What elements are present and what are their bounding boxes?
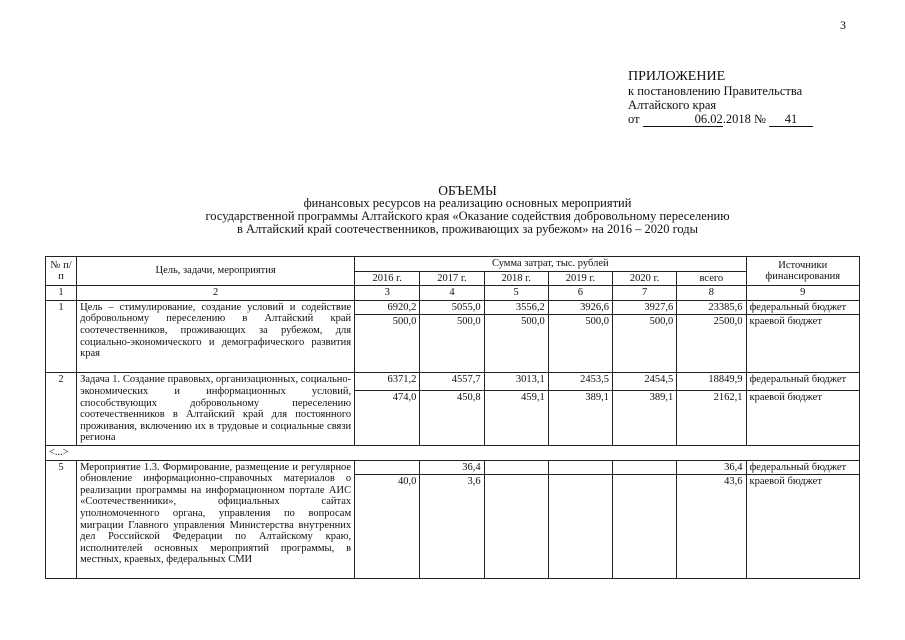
value-cell: 500,0 [613, 315, 677, 373]
total-cell: 23385,6 [677, 300, 746, 315]
value-cell: 389,1 [613, 390, 677, 445]
value-cell: 500,0 [484, 315, 548, 373]
table-header-row [46, 257, 860, 272]
table-row [46, 300, 860, 315]
value-cell: 3013,1 [484, 373, 548, 391]
column-number: 1 [46, 286, 77, 301]
column-number: 9 [746, 286, 860, 301]
page-number: 3 [840, 18, 846, 32]
appendix-line-2: Алтайского края [628, 98, 717, 112]
value-cell [613, 475, 677, 579]
value-cell: 459,1 [484, 390, 548, 445]
value-cell: 474,0 [355, 390, 420, 445]
title-line-2: государственной программы Алтайского края «Оказание содействия добровольному переселению [205, 209, 730, 223]
title-line-3: в Алтайский край соотечественников, проживающих за рубежом» на 2016 – 2020 годы [236, 222, 699, 236]
header-sum: Сумма затрат, тыс. рублей [355, 257, 746, 272]
title-line-1: финансовых ресурсов на реализацию основных мероприятий [303, 196, 632, 210]
ellipsis-cell: <...> [46, 445, 860, 460]
column-number-row [46, 286, 860, 301]
value-cell [484, 460, 548, 475]
appendix-date-line [628, 112, 813, 127]
row-number: 1 [46, 300, 77, 373]
table-row [46, 373, 860, 391]
total-cell: 2162,1 [677, 390, 746, 445]
value-cell: 6371,2 [355, 373, 420, 391]
value-cell: 3,6 [420, 475, 484, 579]
column-number: 6 [548, 286, 612, 301]
value-cell: 3926,6 [548, 300, 612, 315]
value-cell: 500,0 [355, 315, 420, 373]
value-cell [355, 460, 420, 475]
source-cell: краевой бюджет [746, 390, 860, 445]
source-cell: федеральный бюджет [746, 373, 860, 391]
title-main: ОБЪЕМЫ [438, 183, 497, 198]
source-cell: федеральный бюджет [746, 460, 860, 475]
value-cell [613, 460, 677, 475]
value-cell: 36,4 [420, 460, 484, 475]
source-cell: краевой бюджет [746, 315, 860, 373]
value-cell: 389,1 [548, 390, 612, 445]
ellipsis-row [46, 445, 860, 460]
column-number: 2 [77, 286, 355, 301]
value-cell: 500,0 [548, 315, 612, 373]
source-cell: краевой бюджет [746, 475, 860, 579]
value-cell: 5055,0 [420, 300, 484, 315]
appendix-date: 06.02 [643, 113, 723, 127]
header-year: 2018 г. [484, 271, 548, 286]
header-total: всего [677, 271, 746, 286]
column-number: 7 [613, 286, 677, 301]
column-number: 8 [677, 286, 746, 301]
value-cell: 450,8 [420, 390, 484, 445]
value-cell: 3556,2 [484, 300, 548, 315]
appendix-heading: ПРИЛОЖЕНИЕ [628, 69, 726, 84]
header-goal: Цель, задачи, мероприятия [77, 257, 355, 286]
appendix-block [628, 70, 813, 127]
value-cell [484, 475, 548, 579]
value-cell: 2453,5 [548, 373, 612, 391]
row-description: Цель – стимулирование, создание условий и содействие добровольному переселению в Алтайский край соотечественников, проживающих за рубежом, для социально-экономического и демографического развития края [77, 300, 355, 373]
value-cell: 500,0 [420, 315, 484, 373]
value-cell: 6920,2 [355, 300, 420, 315]
appendix-line-1: к постановлению Правительства [628, 84, 803, 98]
header-year: 2020 г. [613, 271, 677, 286]
row-number: 2 [46, 373, 77, 446]
document-title [60, 184, 875, 236]
value-cell: 3927,6 [613, 300, 677, 315]
header-year: 2017 г. [420, 271, 484, 286]
column-number: 5 [484, 286, 548, 301]
appendix-year: .2018 № [722, 112, 766, 126]
source-cell: федеральный бюджет [746, 300, 860, 315]
total-cell: 43,6 [677, 475, 746, 579]
total-cell: 2500,0 [677, 315, 746, 373]
header-year: 2019 г. [548, 271, 612, 286]
header-sources: Источники финансирования [746, 257, 860, 286]
column-number: 3 [355, 286, 420, 301]
appendix-prefix: от [628, 112, 640, 126]
appendix-number: 41 [769, 113, 813, 127]
financing-table [45, 256, 860, 579]
row-description: Мероприятие 1.3. Формирование, размещение и регулярное обновление информационно-справочных материалов о реализации программы на информационном портале АИС «Соотечественники», официальных сайтах уполномоченного органа, управления по вопросам миграции Главного управления Министерства внутренних дел Российской Федерации по Алтайскому краю, исполнителей основных мероприятий программы, в местных, краевых, федеральных СМИ [77, 460, 355, 579]
column-number: 4 [420, 286, 484, 301]
value-cell: 4557,7 [420, 373, 484, 391]
total-cell: 36,4 [677, 460, 746, 475]
value-cell [548, 475, 612, 579]
value-cell [548, 460, 612, 475]
value-cell: 40,0 [355, 475, 420, 579]
header-num: № п/п [46, 257, 77, 286]
row-number: 5 [46, 460, 77, 579]
header-year: 2016 г. [355, 271, 420, 286]
value-cell: 2454,5 [613, 373, 677, 391]
table-row [46, 460, 860, 475]
total-cell: 18849,9 [677, 373, 746, 391]
row-description: Задача 1. Создание правовых, организационных, социально-экономических и информационных условий, способствующих добровольному переселению соотечественников в Алтайский край для постоянного проживания, включению их в трудовые и социальные связи региона [77, 373, 355, 446]
